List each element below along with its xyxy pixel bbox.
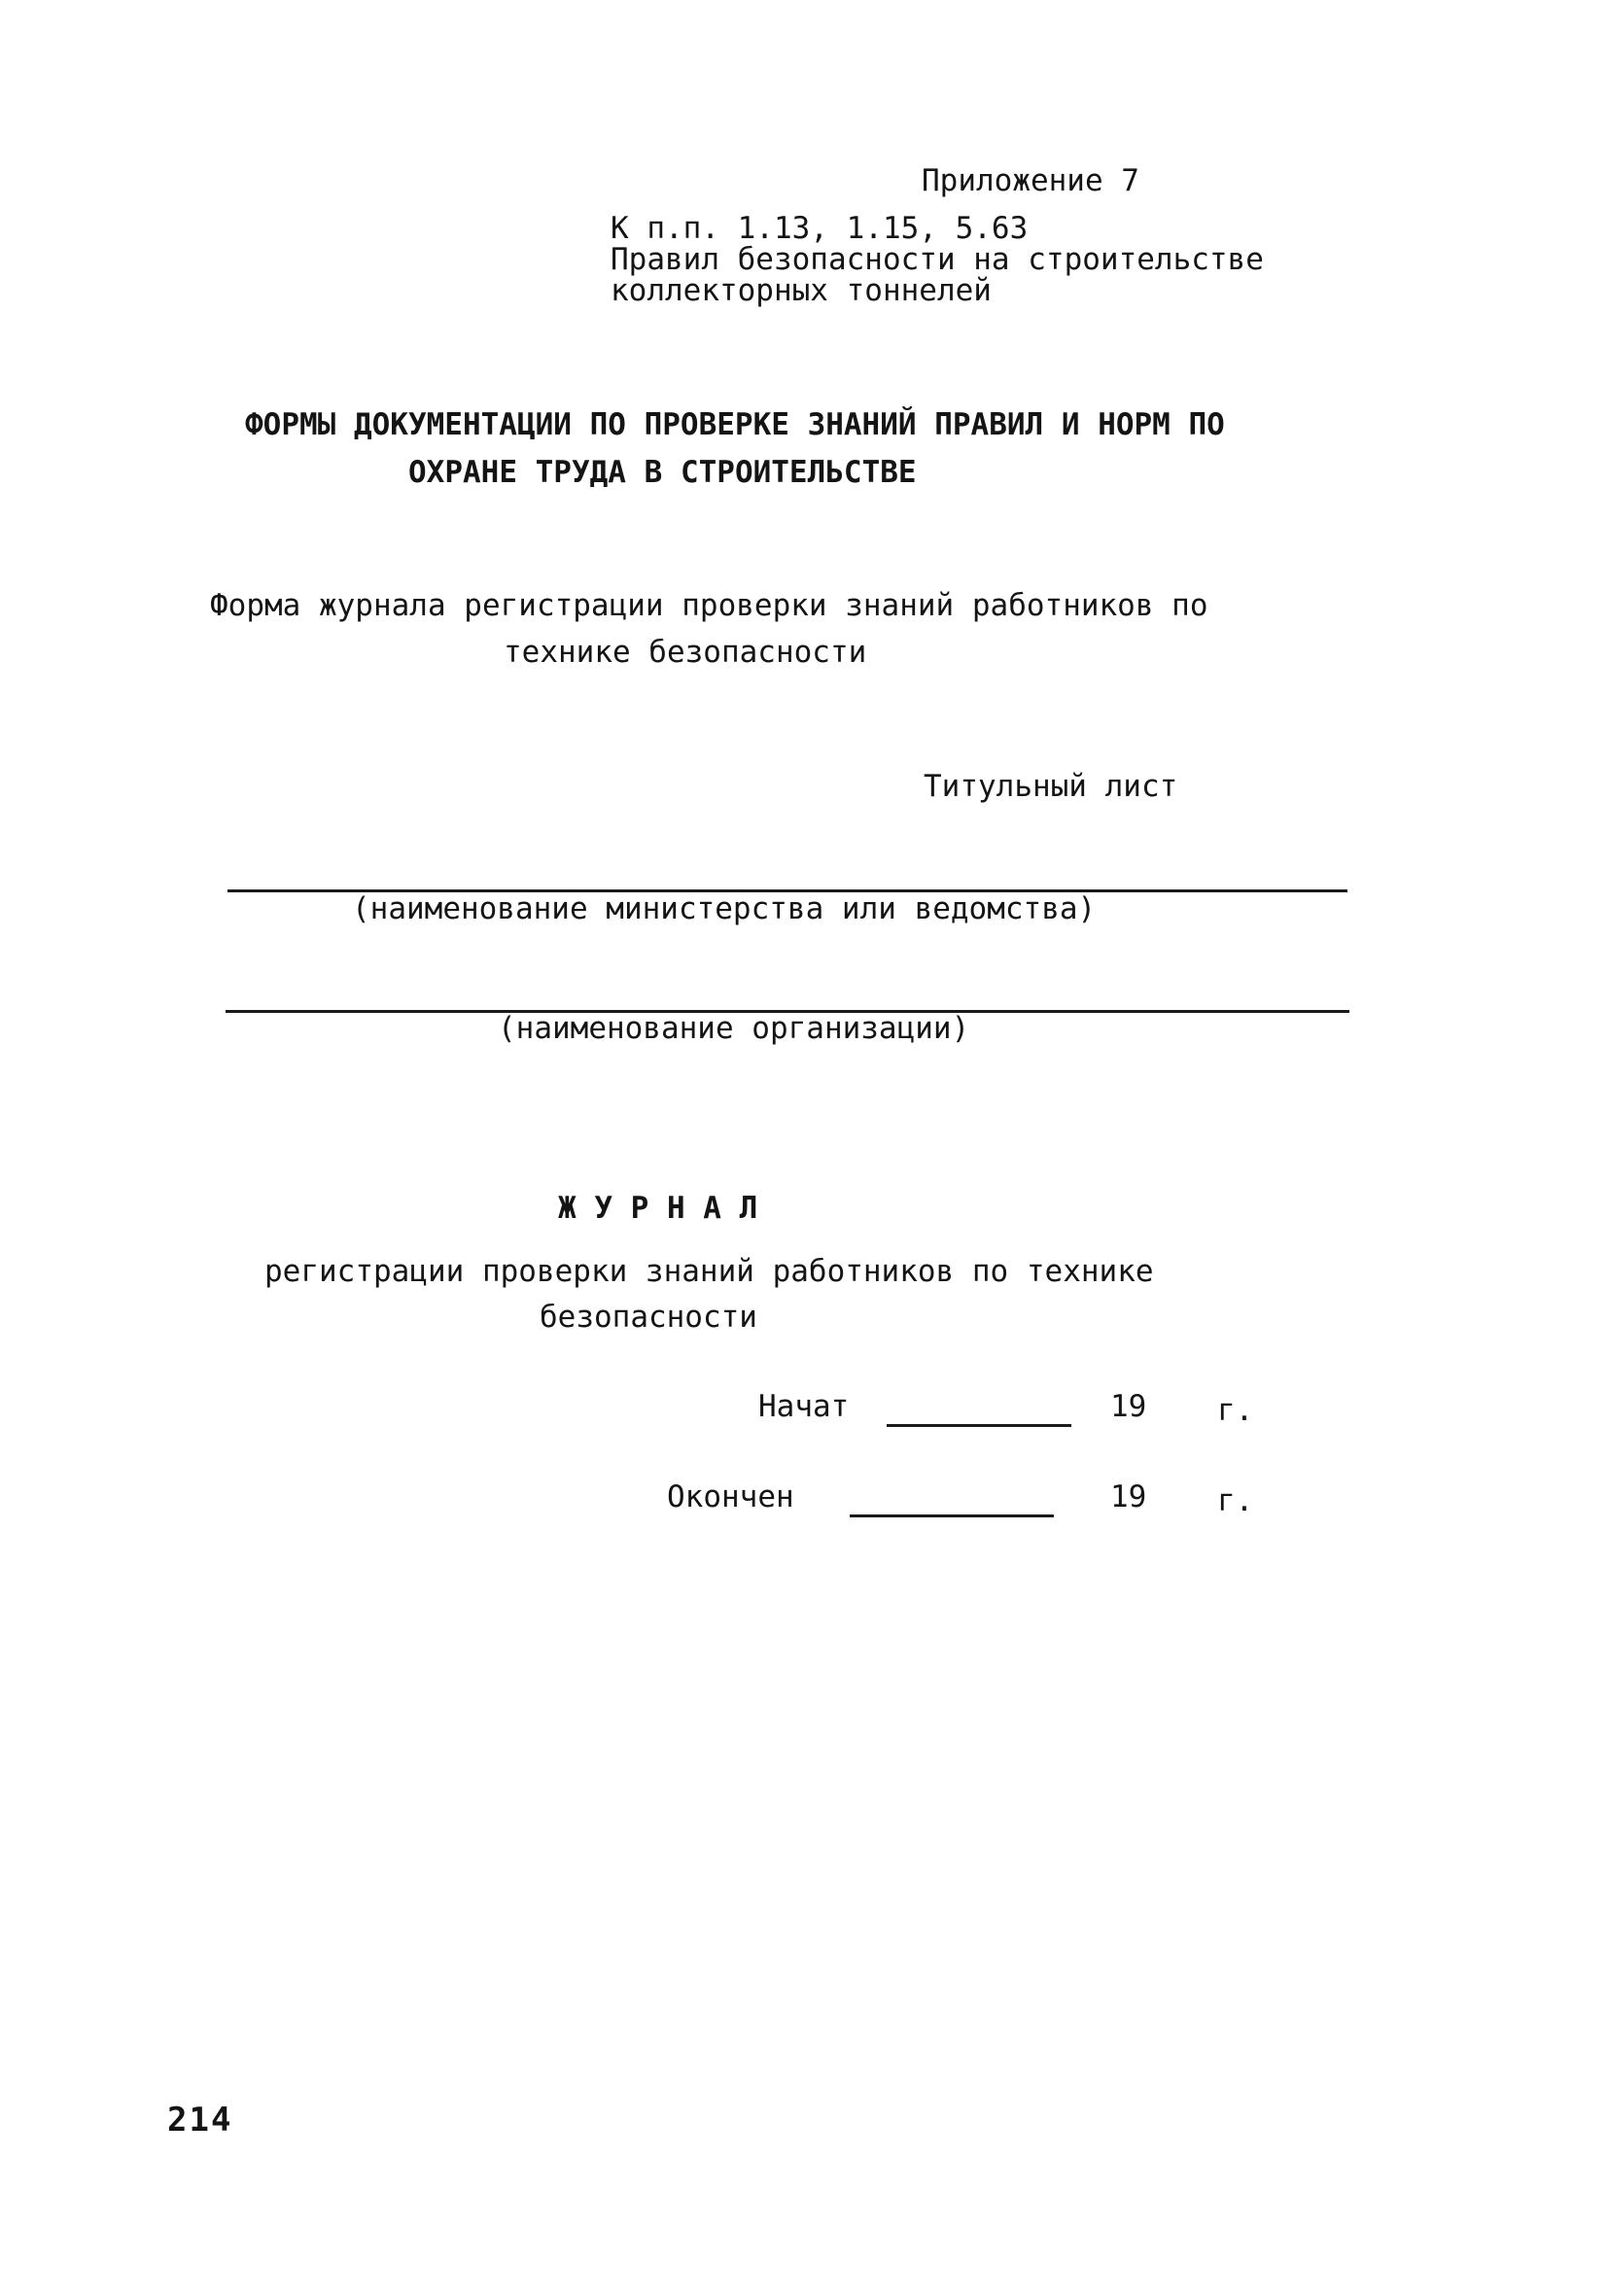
- journal-title: Ж У Р Н А Л: [558, 1191, 758, 1226]
- started-year-prefix: 19: [1110, 1389, 1147, 1424]
- main-heading-line1: ФОРМЫ ДОКУМЕНТАЦИИ ПО ПРОВЕРКЕ ЗНАНИЙ ПРАВИЛ И НОРМ ПО: [245, 407, 1225, 442]
- journal-subtitle-line1: регистрации проверки знаний работников по технике: [264, 1254, 1154, 1289]
- form-title-line2: технике безопасности: [504, 635, 867, 670]
- started-year-suffix: г.: [1217, 1393, 1254, 1428]
- title-sheet-label: Титульный лист: [924, 769, 1178, 804]
- page-number: 214: [167, 2101, 233, 2139]
- started-date-blank: [887, 1424, 1071, 1427]
- appendix-title: Приложение 7: [922, 163, 1139, 198]
- appendix-document-line2: коллекторных тоннелей: [611, 273, 992, 308]
- started-label: Начат: [758, 1389, 850, 1424]
- ministry-caption: (наименование министерства или ведомства): [352, 891, 1097, 926]
- organization-caption: (наименование организации): [498, 1011, 970, 1046]
- appendix-reference: К п.п. 1.13, 1.15, 5.63: [611, 211, 1029, 246]
- ended-date-blank: [850, 1514, 1054, 1517]
- ended-label: Окончен: [667, 1479, 794, 1514]
- main-heading-line2: ОХРАНЕ ТРУДА В СТРОИТЕЛЬСТВЕ: [408, 455, 917, 490]
- ended-year-suffix: г.: [1217, 1483, 1254, 1518]
- ended-year-prefix: 19: [1110, 1479, 1147, 1514]
- appendix-document-line1: Правил безопасности на строительстве: [611, 242, 1264, 277]
- journal-subtitle-line2: безопасности: [540, 1300, 757, 1335]
- form-title-line1: Форма журнала регистрации проверки знаний работников по: [210, 588, 1208, 623]
